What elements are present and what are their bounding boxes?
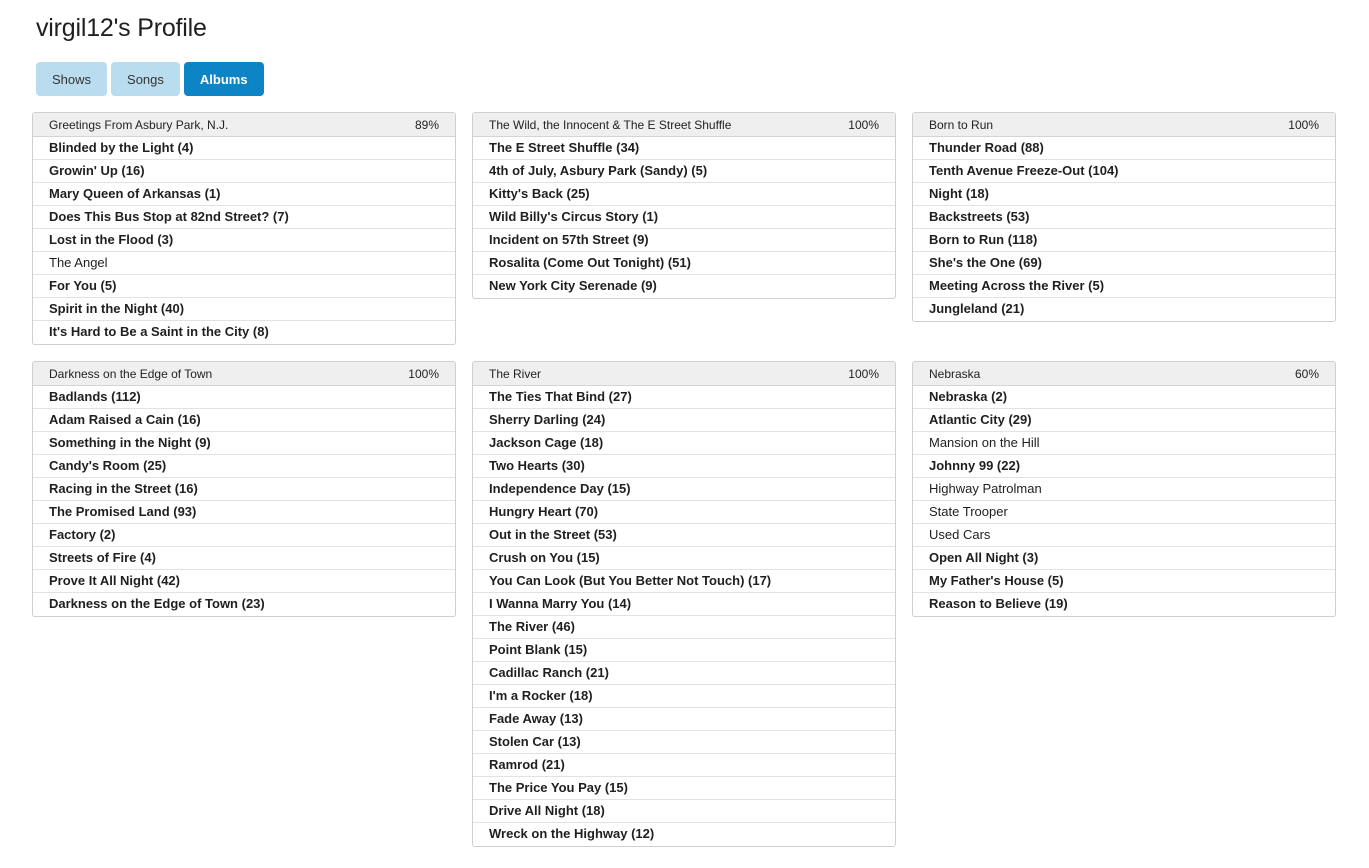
song-row: Out in the Street (53) [473, 524, 895, 547]
song-row: Spirit in the Night (40) [33, 298, 455, 321]
song-row: State Trooper [913, 501, 1335, 524]
song-row: Tenth Avenue Freeze-Out (104) [913, 160, 1335, 183]
song-row: 4th of July, Asbury Park (Sandy) (5) [473, 160, 895, 183]
song-row: Crush on You (15) [473, 547, 895, 570]
song-row: Backstreets (53) [913, 206, 1335, 229]
song-row: You Can Look (But You Better Not Touch) (17) [473, 570, 895, 593]
view-tabs [36, 62, 264, 96]
album-title: The Wild, the Innocent & The E Street Shuffle [489, 117, 732, 132]
album-card [32, 361, 456, 617]
song-row: Lost in the Flood (3) [33, 229, 455, 252]
album-completion-percent: 100% [408, 366, 439, 381]
album-card [912, 112, 1336, 322]
tab-songs[interactable]: Songs [111, 62, 180, 96]
song-row: Growin' Up (16) [33, 160, 455, 183]
song-row: Ramrod (21) [473, 754, 895, 777]
song-row: Blinded by the Light (4) [33, 137, 455, 160]
song-row: My Father's House (5) [913, 570, 1335, 593]
song-row: Badlands (112) [33, 386, 455, 409]
album-header [913, 113, 1335, 137]
song-row: Mary Queen of Arkansas (1) [33, 183, 455, 206]
song-row: The Angel [33, 252, 455, 275]
album-card [912, 361, 1336, 617]
album-title: The River [489, 366, 542, 381]
song-row: The Promised Land (93) [33, 501, 455, 524]
song-row: New York City Serenade (9) [489, 278, 657, 293]
tab-shows[interactable]: Shows [36, 62, 107, 96]
tab-albums[interactable]: Albums [184, 62, 264, 96]
song-row: I'm a Rocker (18) [473, 685, 895, 708]
song-row: Jackson Cage (18) [473, 432, 895, 455]
song-row: Sherry Darling (24) [473, 409, 895, 432]
song-row: Hungry Heart (70) [473, 501, 895, 524]
song-row: Prove It All Night (42) [33, 570, 455, 593]
song-row: The Ties That Bind (27) [473, 386, 895, 409]
song-row: I Wanna Marry You (14) [473, 593, 895, 616]
album-completion-percent: 100% [848, 366, 879, 381]
song-row: For You (5) [33, 275, 455, 298]
song-row: Open All Night (3) [913, 547, 1335, 570]
album-completion-percent: 100% [848, 117, 879, 132]
song-row: Drive All Night (18) [473, 800, 895, 823]
song-row: Something in the Night (9) [33, 432, 455, 455]
song-row: The River (46) [473, 616, 895, 639]
song-row: Factory (2) [33, 524, 455, 547]
song-row: Point Blank (15) [473, 639, 895, 662]
song-row: Atlantic City (29) [913, 409, 1335, 432]
album-completion-percent: 100% [1288, 117, 1319, 132]
song-row: Mansion on the Hill [913, 432, 1335, 455]
album-title: Greetings From Asbury Park, N.J. [49, 117, 229, 132]
album-card [472, 361, 896, 847]
song-row: The E Street Shuffle (34) [473, 137, 895, 160]
album-card [472, 112, 896, 299]
song-row: Independence Day (15) [473, 478, 895, 501]
album-header [33, 362, 455, 386]
album-title: Nebraska [929, 366, 981, 381]
song-row: Incident on 57th Street (9) [473, 229, 895, 252]
album-title: Born to Run [929, 117, 994, 132]
album-header [33, 113, 455, 137]
song-row: It's Hard to Be a Saint in the City (8) [49, 324, 269, 339]
song-row: Kitty's Back (25) [473, 183, 895, 206]
song-row: Adam Raised a Cain (16) [33, 409, 455, 432]
song-row: Streets of Fire (4) [33, 547, 455, 570]
song-row: Does This Bus Stop at 82nd Street? (7) [33, 206, 455, 229]
album-completion-percent: 60% [1294, 366, 1319, 381]
song-row: Highway Patrolman [913, 478, 1335, 501]
song-row: Two Hearts (30) [473, 455, 895, 478]
album-header [473, 113, 895, 137]
song-row: Born to Run (118) [913, 229, 1335, 252]
song-row: Racing in the Street (16) [33, 478, 455, 501]
song-row: Johnny 99 (22) [913, 455, 1335, 478]
page-title: virgil12's Profile [36, 14, 207, 42]
song-row: Candy's Room (25) [33, 455, 455, 478]
song-row: The Price You Pay (15) [473, 777, 895, 800]
song-row: Jungleland (21) [929, 301, 1025, 316]
song-row: Stolen Car (13) [473, 731, 895, 754]
song-row: Thunder Road (88) [913, 137, 1335, 160]
album-title: Darkness on the Edge of Town [49, 366, 213, 381]
album-completion-percent: 89% [414, 117, 439, 132]
song-row: Used Cars [913, 524, 1335, 547]
song-row: Wreck on the Highway (12) [489, 826, 655, 841]
song-row: Darkness on the Edge of Town (23) [49, 596, 265, 611]
song-row: Nebraska (2) [913, 386, 1335, 409]
album-header [473, 362, 895, 386]
song-row: Cadillac Ranch (21) [473, 662, 895, 685]
song-row: Wild Billy's Circus Story (1) [473, 206, 895, 229]
album-card [32, 112, 456, 345]
song-row: Night (18) [913, 183, 1335, 206]
album-header [913, 362, 1335, 386]
song-row: Fade Away (13) [473, 708, 895, 731]
song-row: She's the One (69) [913, 252, 1335, 275]
song-row: Reason to Believe (19) [929, 596, 1068, 611]
song-row: Meeting Across the River (5) [913, 275, 1335, 298]
song-row: Rosalita (Come Out Tonight) (51) [473, 252, 895, 275]
